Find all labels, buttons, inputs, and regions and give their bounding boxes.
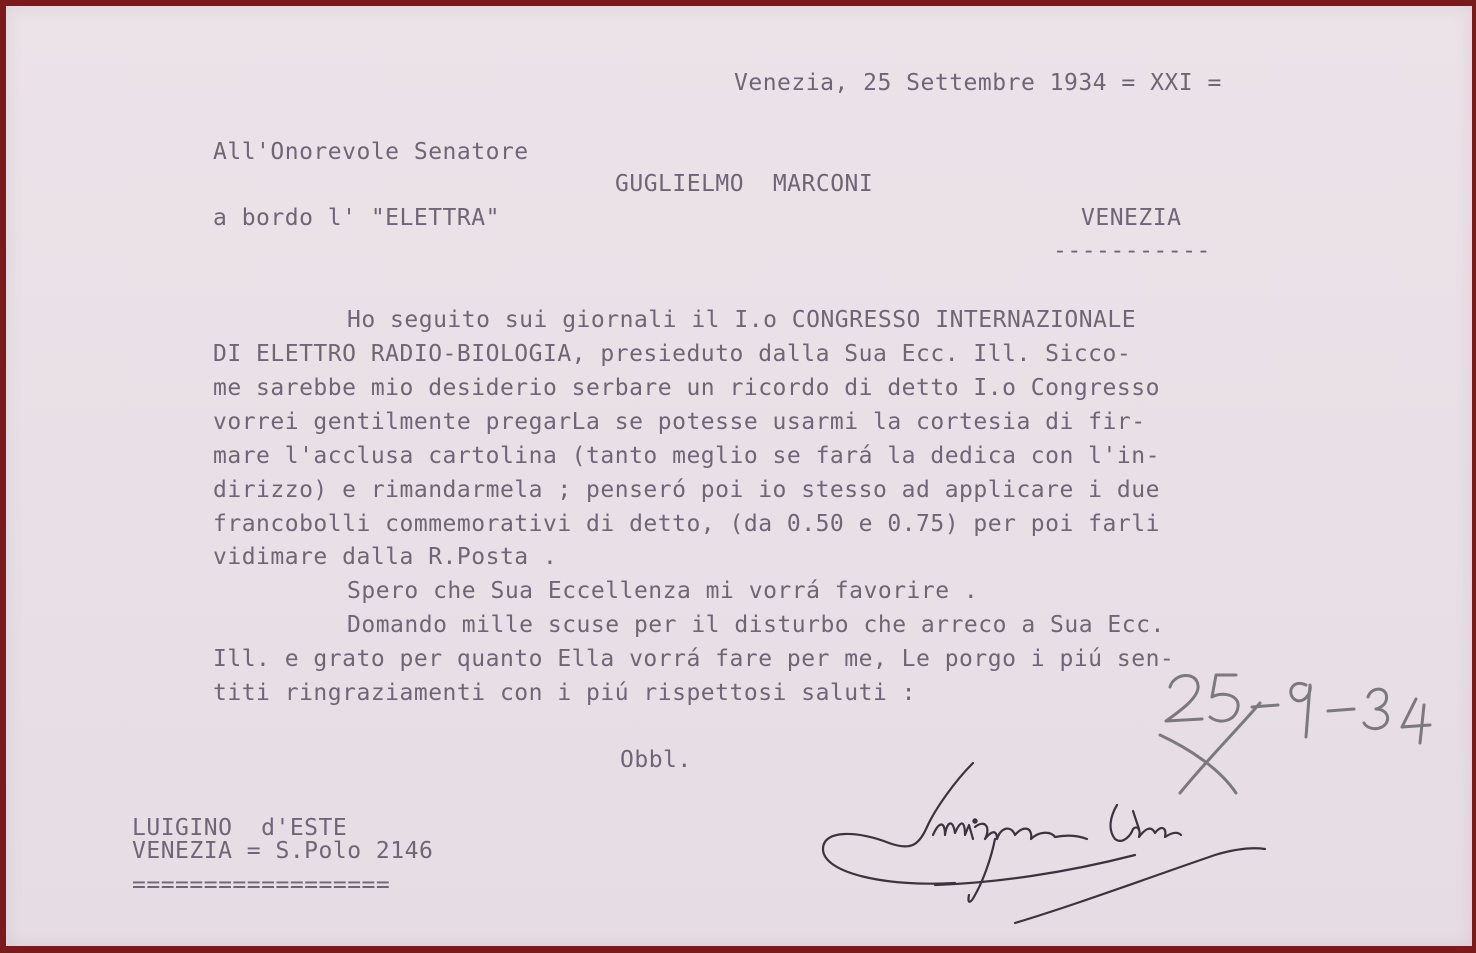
city-underline: ----------- [1053,238,1211,264]
body-line: vidimare dalla R.Posta . [213,544,558,570]
body-line: mare l'acclusa cartolina (tanto meglio se fará la dedica con l'in- [213,443,1160,469]
recipient-name: GUGLIELMO MARCONI [615,171,874,197]
sender-address: VENEZIA = S.Polo 2146 [132,838,434,864]
signature [815,755,1285,925]
recipient-location: a bordo l' "ELETTRA" [213,205,500,231]
body-line: Spero che Sua Eccellenza mi vorrá favorire . [347,578,979,604]
body-line: vorrei gentilmente pregarLa se potesse usarmi la cortesia di fir- [213,409,1146,435]
body-line: titi ringraziamenti con i piú rispettosi saluti : [213,680,917,706]
body-line: Ho seguito sui giornali il I.o CONGRESSO INTERNAZIONALE [347,307,1137,333]
body-line: francobolli commemorativi di detto, (da 0.50 e 0.75) per poi farli [213,511,1160,537]
recipient-city: VENEZIA [1081,205,1182,231]
body-line: Ill. e grato per quanto Ella vorrá fare per me, Le porgo i piú sen- [213,646,1175,672]
dateline: Venezia, 25 Settembre 1934 = XXI = [734,70,1222,96]
recipient-line: All'Onorevole Senatore [213,139,529,165]
sender-name: LUIGINO d'ESTE [132,815,348,841]
closing: Obbl. [620,747,692,773]
body-line: DI ELETTRO RADIO-BIOLOGIA, presieduto dalla Sua Ecc. Ill. Sicco- [213,341,1132,367]
body-line: me sarebbe mio desiderio serbare un ricordo di detto I.o Congresso [213,375,1160,401]
body-line: Domando mille scuse per il disturbo che arreco a Sua Ecc. [347,612,1165,638]
sender-rule: ================== [132,872,391,898]
body-line: dirizzo) e rimandarmela ; penseró poi io stesso ad applicare i due [213,477,1160,503]
